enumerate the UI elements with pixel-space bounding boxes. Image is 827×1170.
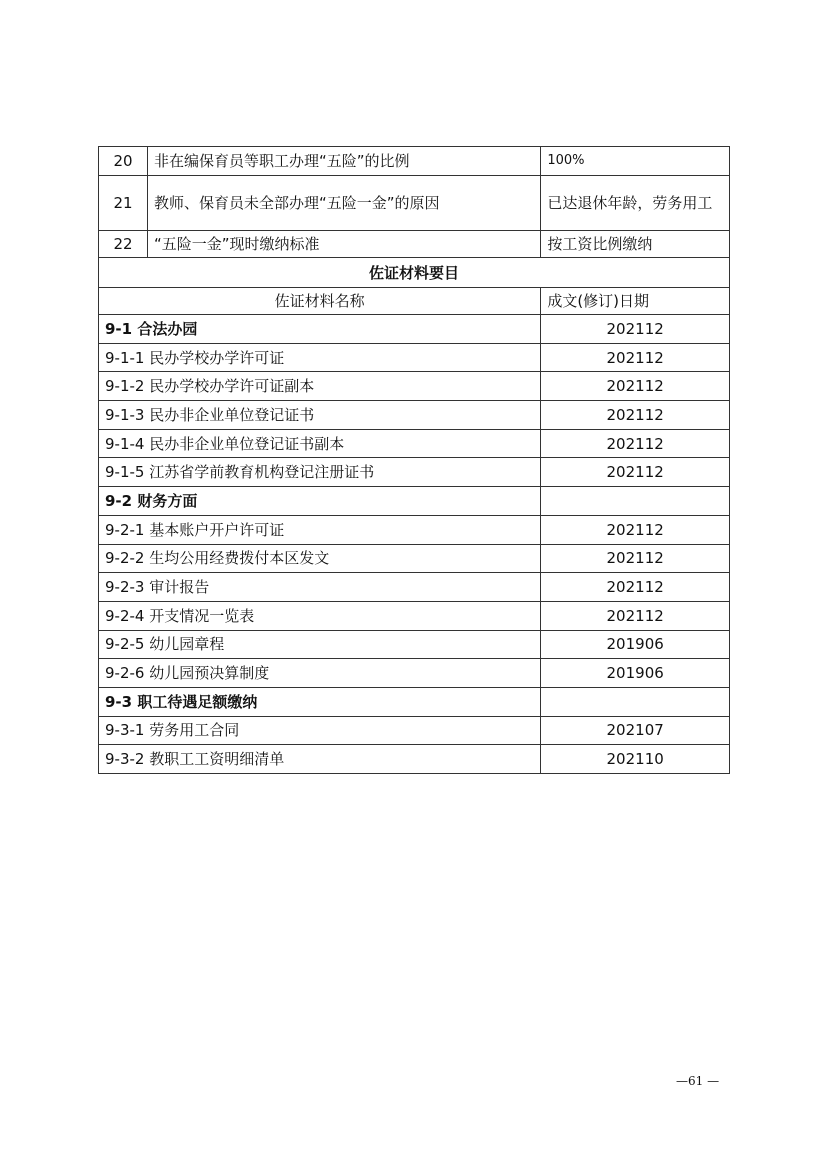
material-date: 202112 xyxy=(541,544,730,573)
material-group-row xyxy=(99,315,730,344)
material-date: 202112 xyxy=(541,573,730,602)
material-name: 9-3-1 劳务用工合同 xyxy=(99,716,541,745)
material-name: 9-2-4 开支情况一览表 xyxy=(99,601,541,630)
material-date: 202112 xyxy=(541,315,730,344)
material-name: 9-1-4 民办非企业单位登记证书副本 xyxy=(99,429,541,458)
material-name: 9-2-1 基本账户开户许可证 xyxy=(99,515,541,544)
material-name: 9-2-6 幼儿园预决算制度 xyxy=(99,659,541,688)
material-date: 202112 xyxy=(541,458,730,487)
column-header-date: 成文(修订)日期 xyxy=(541,288,730,315)
material-row xyxy=(99,745,730,774)
material-row xyxy=(99,343,730,372)
material-date: 202112 xyxy=(541,515,730,544)
row-label: 非在编保育员等职工办理“五险”的比例 xyxy=(148,147,541,176)
material-name: 9-2-2 生均公用经费拨付本区发文 xyxy=(99,544,541,573)
row-number: 21 xyxy=(99,176,148,231)
row-label: 教师、保育员未全部办理“五险一金”的原因 xyxy=(148,176,541,231)
material-date: 202112 xyxy=(541,343,730,372)
material-row xyxy=(99,401,730,430)
material-row xyxy=(99,429,730,458)
material-date: 202112 xyxy=(541,401,730,430)
material-group-name: 9-1 合法办园 xyxy=(99,315,541,344)
material-date: 202112 xyxy=(541,429,730,458)
material-row xyxy=(99,630,730,659)
material-row xyxy=(99,716,730,745)
info-row xyxy=(99,176,730,231)
row-value: 100% xyxy=(541,147,730,176)
row-label: “五险一金”现时缴纳标准 xyxy=(148,231,541,258)
material-name: 9-3-2 教职工工资明细清单 xyxy=(99,745,541,774)
row-number: 22 xyxy=(99,231,148,258)
material-date: 202112 xyxy=(541,372,730,401)
material-row xyxy=(99,372,730,401)
material-name: 9-1-2 民办学校办学许可证副本 xyxy=(99,372,541,401)
material-row xyxy=(99,601,730,630)
evidence-table xyxy=(98,146,730,774)
info-row xyxy=(99,147,730,176)
material-list xyxy=(99,315,730,774)
material-name: 9-1-3 民办非企业单位登记证书 xyxy=(99,401,541,430)
material-name: 9-2-5 幼儿园章程 xyxy=(99,630,541,659)
column-header-row xyxy=(99,288,730,315)
material-row xyxy=(99,515,730,544)
material-date: 201906 xyxy=(541,630,730,659)
row-number: 20 xyxy=(99,147,148,176)
material-row xyxy=(99,544,730,573)
material-date xyxy=(541,687,730,716)
material-date: 202110 xyxy=(541,745,730,774)
row-value: 已达退休年龄，劳务用工 xyxy=(541,176,730,231)
material-group-name: 9-2 财务方面 xyxy=(99,487,541,516)
row-value: 按工资比例缴纳 xyxy=(541,231,730,258)
material-group-row xyxy=(99,487,730,516)
material-row xyxy=(99,458,730,487)
material-name: 9-1-5 江苏省学前教育机构登记注册证书 xyxy=(99,458,541,487)
section-title-row xyxy=(99,258,730,288)
column-header-name: 佐证材料名称 xyxy=(99,288,541,315)
material-date xyxy=(541,487,730,516)
material-group-name: 9-3 职工待遇足额缴纳 xyxy=(99,687,541,716)
material-row xyxy=(99,659,730,688)
info-row xyxy=(99,231,730,258)
material-date: 202112 xyxy=(541,601,730,630)
material-name: 9-1-1 民办学校办学许可证 xyxy=(99,343,541,372)
material-name: 9-2-3 审计报告 xyxy=(99,573,541,602)
material-row xyxy=(99,573,730,602)
section-title: 佐证材料要目 xyxy=(99,258,730,288)
page-number: —61 — xyxy=(676,1074,720,1088)
material-date: 201906 xyxy=(541,659,730,688)
material-date: 202107 xyxy=(541,716,730,745)
material-group-row xyxy=(99,687,730,716)
